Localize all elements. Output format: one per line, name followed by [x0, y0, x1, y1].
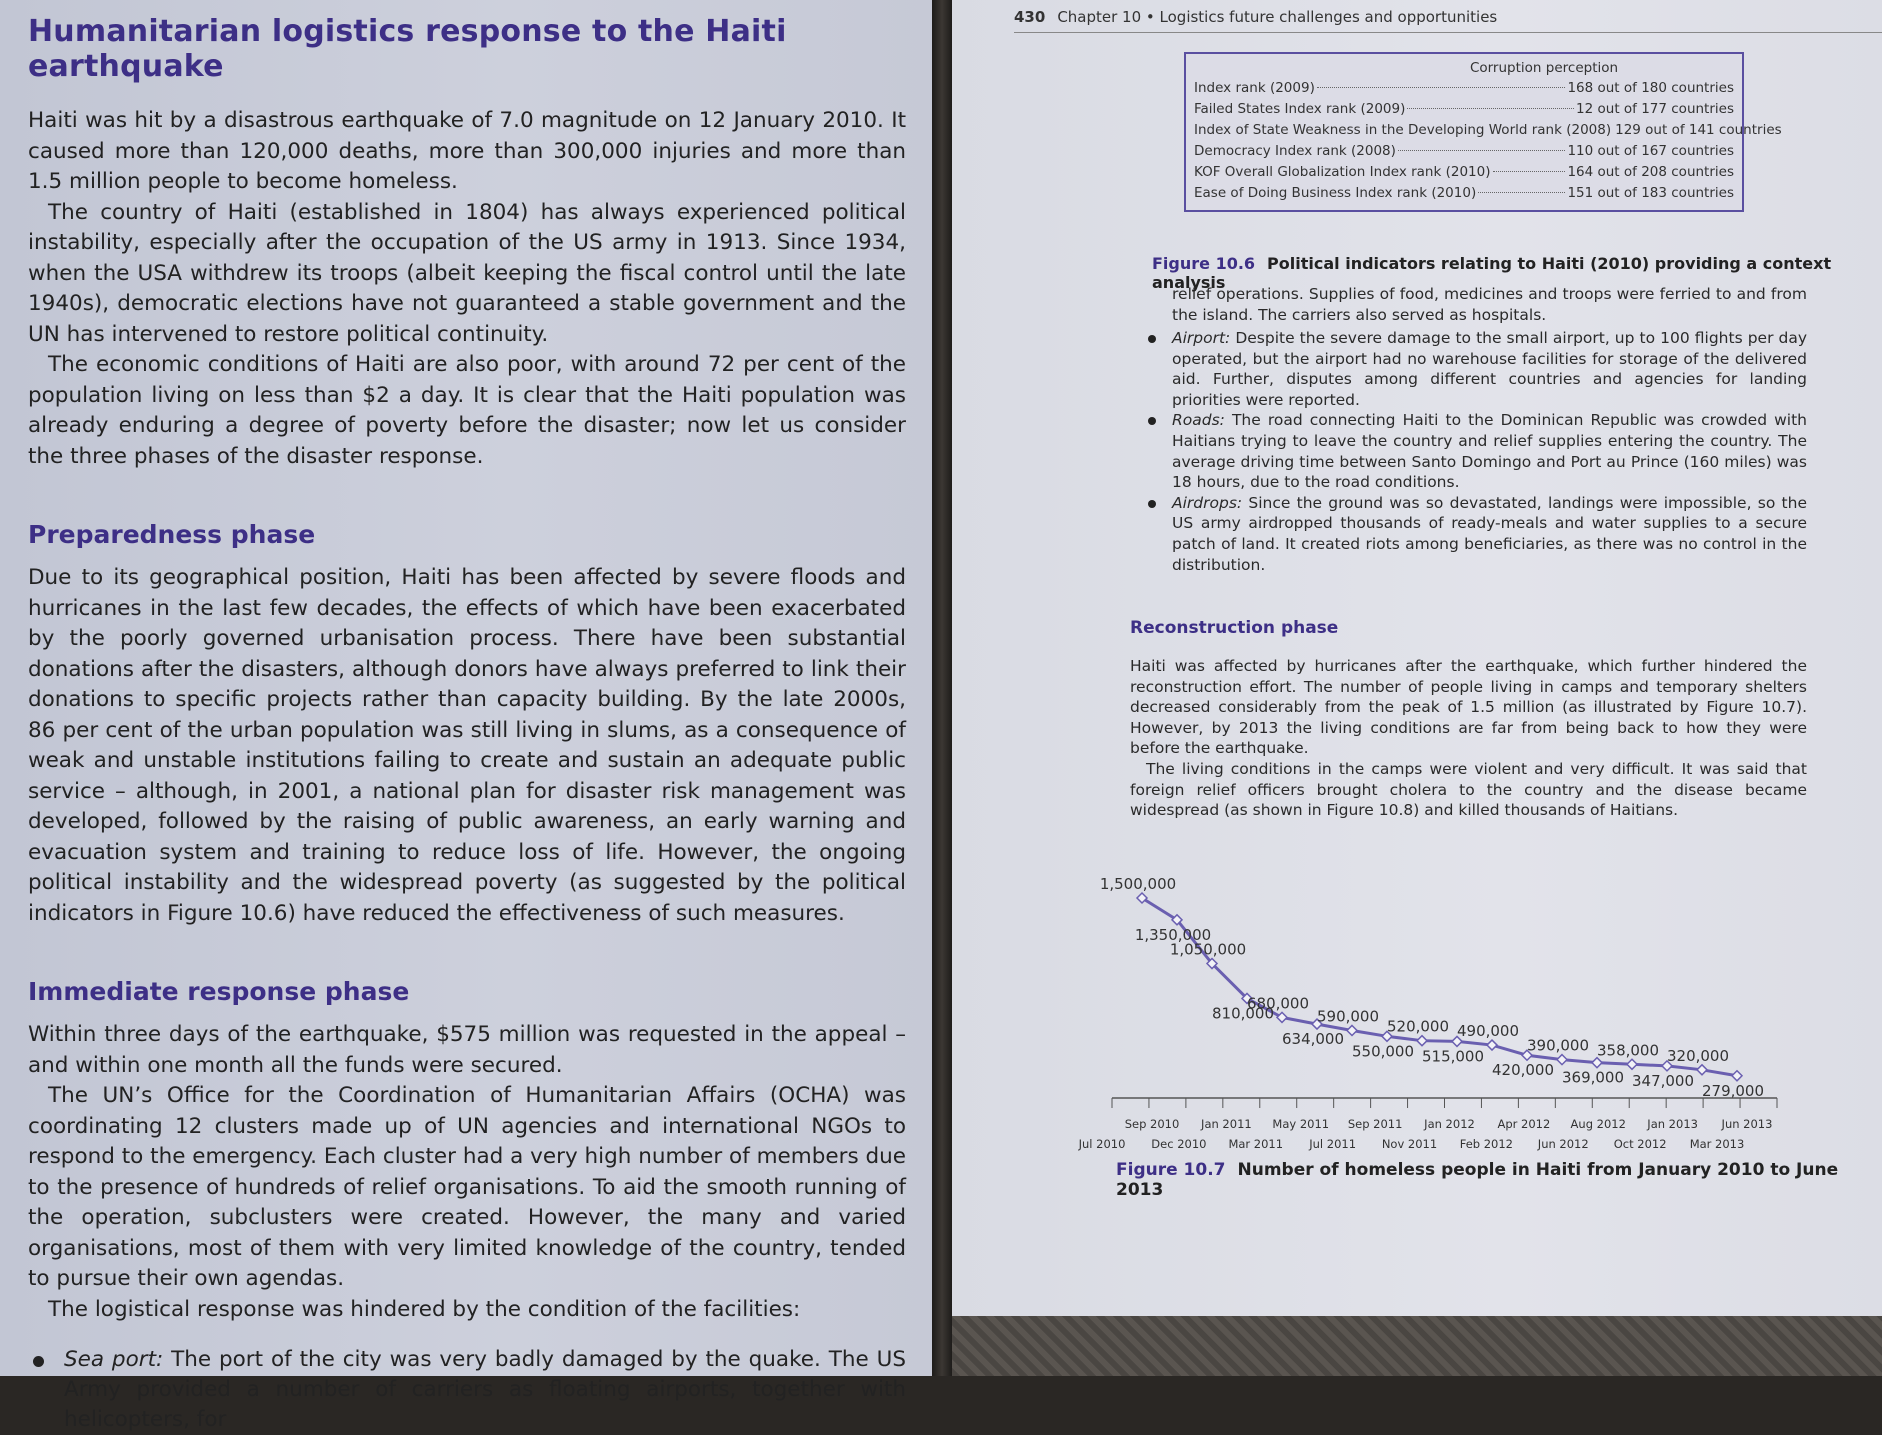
x-tick-label: Apr 2012: [1497, 1117, 1551, 1131]
x-tick-label: Oct 2012: [1613, 1137, 1667, 1151]
data-label: 520,000: [1386, 1017, 1450, 1036]
figure-caption-text: Political indicators relating to Haiti (2010) providing a context analysis: [1152, 254, 1832, 292]
x-tick-label: Jan 2011: [1201, 1117, 1252, 1131]
list-item: [1146, 410, 1807, 492]
x-tick-label: Aug 2012: [1570, 1117, 1626, 1131]
x-tick-label: Feb 2012: [1459, 1137, 1514, 1151]
list-item: [1146, 328, 1807, 410]
x-tick-label: Sep 2011: [1347, 1117, 1403, 1131]
x-tick-label: Mar 2013: [1689, 1137, 1745, 1151]
intro-paragraph-1: Haiti was hit by a disastrous earthquake of 7.0 magnitude on 12 January 2010. It caused more than 120,000 deaths, more than 300,000 injuries and more than 1.5 million people to become homeless.: [28, 108, 906, 194]
leader-dots: [1478, 192, 1565, 193]
immediate-paragraph-1: Within three days of the earthquake, $575 million was requested in the appeal – and within one month all the funds were secured.: [28, 1022, 906, 1078]
x-tick-label: Jan 2013: [1647, 1117, 1698, 1131]
data-label: 634,000: [1281, 1030, 1345, 1049]
table-row: [1194, 120, 1782, 141]
left-page: [0, 0, 932, 1432]
data-point: [1487, 1040, 1497, 1050]
figure-number: Figure 10.6: [1152, 254, 1256, 273]
table-row: [1194, 78, 1734, 99]
homeless-line-chart: [1012, 875, 1812, 1160]
continued-text: [1172, 284, 1807, 325]
x-tick-label: May 2011: [1272, 1117, 1330, 1131]
data-label: 490,000: [1456, 1022, 1520, 1041]
data-label: 550,000: [1351, 1042, 1415, 1061]
bullet-text: Since the ground was so devastated, landings were impossible, so the US army airdropped thousands of ready-meals and water supplies to a secure patch of land. It created riots among beneficiaries, as there was no control in the distribution.: [1172, 493, 1807, 574]
leader-dots: [1317, 87, 1566, 88]
immediate-heading: Immediate response phase: [28, 977, 410, 1006]
intro-paragraph-2: The country of Haiti (established in 1804) has always experienced political instability, especially after the occupation of the US army in 1913. Since 1934, when the USA withdrew its troops (albeit keeping the fiscal control until the late 1940s), democratic elections have not guaranteed a stable government and the UN has intervened to restore political continuity.: [28, 199, 906, 347]
figure-10-7-caption: [1116, 1160, 1882, 1200]
data-point: [1347, 1025, 1357, 1035]
facilities-list: [28, 1345, 906, 1435]
indicator-value: 110 out of 167 countries: [1567, 143, 1734, 159]
list-item: [1146, 493, 1807, 575]
chapter-title: Chapter 10 • Logistics future challenges and opportunities: [1057, 8, 1498, 26]
data-point: [1627, 1059, 1637, 1069]
logistics-bullets: [1146, 328, 1807, 575]
preparedness-heading: Preparedness phase: [28, 520, 316, 549]
reconstruction-text: [1130, 656, 1807, 821]
table-row: [1194, 162, 1734, 183]
data-label: 1,500,000: [1099, 875, 1177, 893]
x-tick-label: Jan 2012: [1424, 1117, 1475, 1131]
data-label: 590,000: [1316, 1007, 1380, 1026]
data-label: 358,000: [1596, 1041, 1660, 1060]
data-label: 515,000: [1421, 1047, 1485, 1066]
leader-dots: [1407, 108, 1574, 109]
leader-dots: [1493, 171, 1566, 172]
x-tick-label: Jun 2013: [1721, 1117, 1773, 1131]
x-tick-label: Jul 2010: [1078, 1137, 1126, 1151]
leader-dots: [1398, 150, 1566, 151]
reconstruction-heading: Reconstruction phase: [1130, 618, 1339, 638]
x-tick-label: Mar 2011: [1228, 1137, 1284, 1151]
immediate-paragraph-2: The UN’s Office for the Coordination of Humanitarian Affairs (OCHA) was coordinating 12 clusters made up of UN agencies and international NGOs to respond to the emergency. Each cluster had a very high number of members due to the presence of hundreds of relief organisations. To aid the smooth running of the operation, subclusters were created. However, the many and varied organisations, most of them with very limited knowledge of the country, tended to pursue their own agendas.: [28, 1083, 906, 1291]
bullet-term: Sea port:: [64, 1347, 164, 1372]
x-tick-label: Jun 2012: [1537, 1137, 1589, 1151]
figure-caption-text: Number of homeless people in Haiti from January 2010 to June 2013: [1116, 1160, 1839, 1200]
immediate-paragraph-3: The logistical response was hindered by the condition of the facilities:: [48, 1296, 801, 1322]
intro-text: [28, 106, 906, 472]
indicator-value: 151 out of 183 countries: [1567, 185, 1734, 201]
continued-paragraph: relief operations. Supplies of food, medicines and troops were ferried to and from the island. The carriers also served as hospitals.: [1172, 285, 1807, 324]
x-tick-label: Nov 2011: [1381, 1137, 1438, 1151]
indicator-label: Failed States Index rank (2009): [1194, 101, 1406, 117]
data-label: 1,350,000: [1134, 925, 1212, 944]
reconstruction-paragraph-2: The living conditions in the camps were violent and very difficult. It was said that foreign relief officers brought cholera to the country and the disease became widespread (as shown in Figure 10.8) and killed thousands of Haitians.: [1130, 759, 1807, 820]
data-label: 279,000: [1701, 1081, 1765, 1100]
x-tick-label: Sep 2010: [1124, 1117, 1180, 1131]
desk-surface: [952, 1316, 1882, 1376]
indicator-value: 168 out of 180 countries: [1567, 80, 1734, 96]
bullet-text: The road connecting Haiti to the Dominican Republic was crowded with Haitians trying to leave the country and relief supplies entering the country. The average driving time between Santo Domingo and Port au Prince (160 miles) was 18 hours, due to the road conditions.: [1172, 411, 1807, 492]
indicator-value: 12 out of 177 countries: [1576, 101, 1734, 117]
data-label: 810,000: [1211, 1004, 1275, 1023]
data-label: 347,000: [1631, 1071, 1695, 1090]
bullet-text: The port of the city was very badly damaged by the quake. The US Army provided a number of carriers as floating airports, together with helicopters, for: [64, 1347, 906, 1432]
data-point: [1697, 1065, 1707, 1075]
box-title: Humanitarian logistics response to the Haiti earthquake: [28, 14, 787, 84]
list-item: [28, 1345, 906, 1435]
indicator-value: 164 out of 208 countries: [1567, 164, 1734, 180]
running-head: [1014, 8, 1882, 33]
table-row: [1194, 183, 1734, 204]
bullet-term: Roads:: [1172, 411, 1225, 430]
reconstruction-paragraph-1: Haiti was affected by hurricanes after the earthquake, which further hindered the reconstruction effort. The number of people living in camps and temporary shelters decreased considerably from the peak of 1.5 million (as illustrated by Figure 10.7). However, by 2013 the living conditions are far from being back to how they were before the earthquake.: [1130, 657, 1807, 758]
right-page: [952, 0, 1882, 1330]
data-label: 420,000: [1491, 1061, 1555, 1080]
indicator-value: 129 out of 141 countries: [1615, 122, 1782, 138]
data-point: [1417, 1036, 1427, 1046]
data-point: [1557, 1055, 1567, 1065]
data-label: 680,000: [1246, 994, 1310, 1013]
indicator-label: Democracy Index rank (2008): [1194, 143, 1396, 159]
data-point: [1732, 1071, 1742, 1081]
figure-number: Figure 10.7: [1116, 1160, 1226, 1180]
indicator-label: KOF Overall Globalization Index rank (2010): [1194, 164, 1491, 180]
indicator-label: Index of State Weakness in the Developing World rank (2008): [1194, 122, 1612, 138]
table-row: [1194, 99, 1734, 120]
data-label: 390,000: [1526, 1036, 1590, 1055]
intro-paragraph-3: The economic conditions of Haiti are also poor, with around 72 per cent of the population living on less than $2 a day. It is clear that the Haiti population was already enduring a degree of poverty before the disaster; now let us consider the three phases of the disaster response.: [28, 352, 906, 469]
data-label: 369,000: [1561, 1068, 1625, 1087]
preparedness-paragraph: Due to its geographical position, Haiti has been affected by severe floods and hurricanes in the last few decades, the effects of which have been exacerbated by the poorly governed urbanisation process. There have been substantial donations after the disasters, although donors have always preferred to link their donations to specific projects rather than capacity building. By the late 2000s, 86 per cent of the urban population was still living in slums, as a consequence of weak and unstable institutions failing to create and sustain an adequate public service – although, in 2001, a national plan for disaster risk management was developed, followed by the raising of public awareness, an early warning and evacuation system and training to reduce loss of life. However, the ongoing political instability and the widespread poverty (as suggested by the political indicators in Figure 10.6) have reduced the effectiveness of such measures.: [28, 565, 906, 926]
page-number: 430: [1014, 8, 1046, 26]
book-gutter: [932, 0, 952, 1376]
bullet-term: Airport:: [1172, 329, 1231, 347]
indicators-header: Corruption perception: [1469, 60, 1619, 76]
bullet-term: Airdrops:: [1172, 493, 1243, 512]
data-label: 1,050,000: [1169, 940, 1247, 959]
bullet-text: Despite the severe damage to the small airport, up to 100 flights per day operated, but the airport had no warehouse facilities for storage of the delivered aid. Further, disputes among different countries and agencies for landing priorities were reported.: [1172, 329, 1807, 409]
indicators-table: [1184, 52, 1782, 212]
indicator-label: Ease of Doing Business Index rank (2010): [1194, 185, 1477, 201]
indicator-label: Index rank (2009): [1194, 80, 1315, 96]
x-tick-label: Dec 2010: [1151, 1137, 1207, 1151]
data-label: 320,000: [1666, 1046, 1730, 1065]
table-row: [1194, 141, 1734, 162]
x-tick-label: Jul 2011: [1309, 1137, 1357, 1151]
